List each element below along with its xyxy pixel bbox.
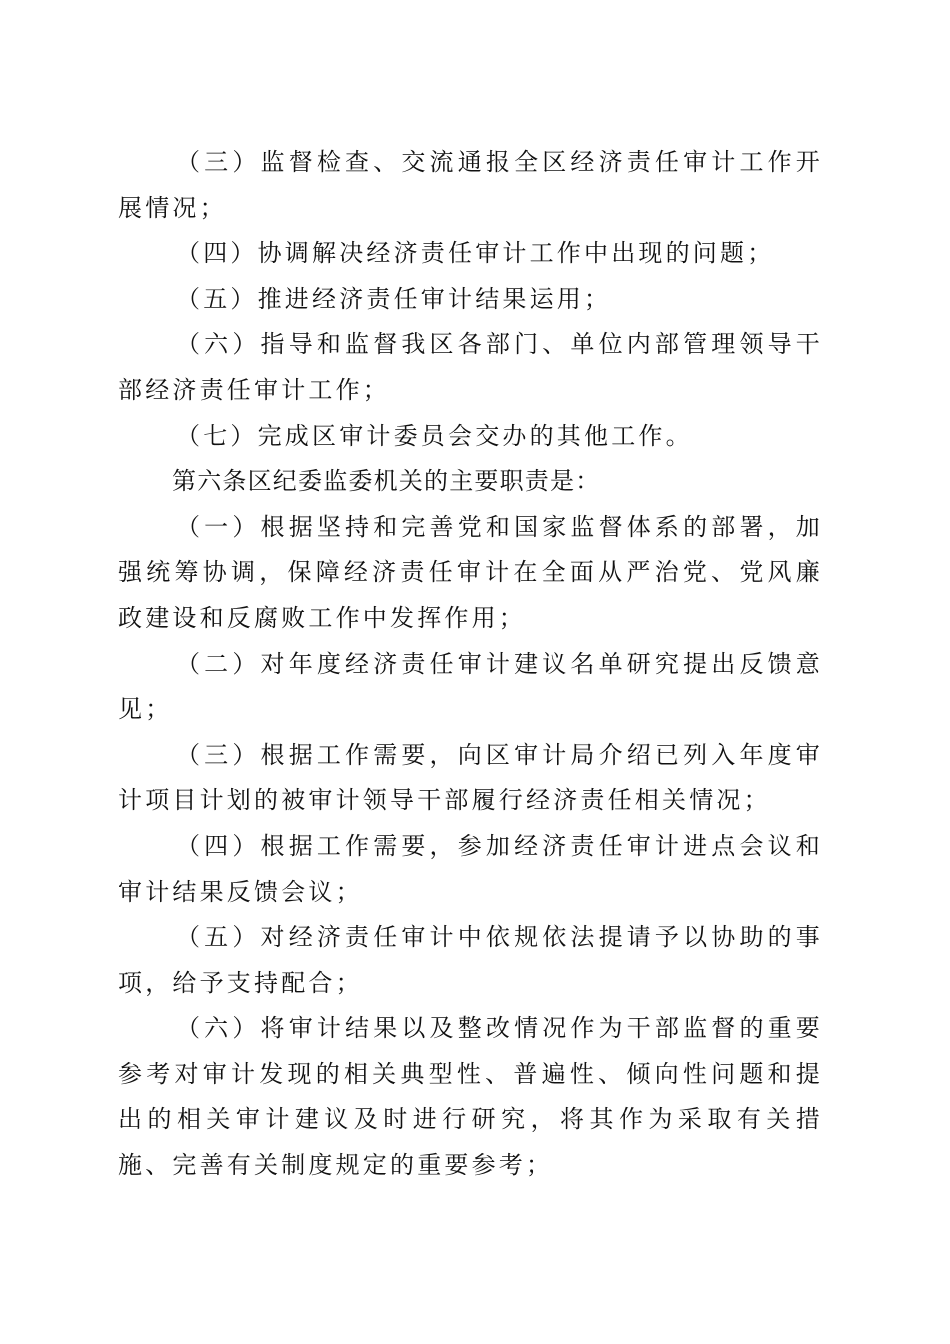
document-body [118,140,823,1189]
paragraph-duty-7: （七）完成区审计委员会交办的其他工作。 [176,421,693,450]
paragraph-duty-3: （三）监督检查、交流通报全区经济责任审计工作开展情况； [118,148,823,222]
paragraph-article6-item-6: （六）将审计结果以及整改情况作为干部监督的重要参考对审计发现的相关典型性、普遍性、倾向性问题和提出的相关审计建议及时进行研究，将其作为采取有关措施、完善有关制度规定的重要参考； [118,1014,823,1180]
paragraph-article6-item-5: （五）对经济责任审计中依规依法提请予以协助的事项，给予支持配合； [118,923,823,997]
article-6-heading: 第六条区纪委监委机关的主要职责是： [172,467,601,496]
paragraph-duty-6: （六）指导和监督我区各部门、单位内部管理领导干部经济责任审计工作； [118,330,823,404]
paragraph-duty-4: （四）协调解决经济责任审计工作中出现的问题； [176,239,775,268]
paragraph-article6-item-1: （一）根据坚持和完善党和国家监督体系的部署，加强统筹协调，保障经济责任审计在全面从严治党、党风廉政建设和反腐败工作中发挥作用； [118,512,823,632]
paragraph-article6-item-3: （三）根据工作需要，向区审计局介绍已列入年度审计项目计划的被审计领导干部履行经济责任相关情况； [118,740,823,815]
paragraph-article6-item-2: （二）对年度经济责任审计建议名单研究提出反馈意见； [118,649,823,724]
paragraph-article6-item-4: （四）根据工作需要，参加经济责任审计进点会议和审计结果反馈会议； [118,831,823,906]
paragraph-duty-5: （五）推进经济责任审计结果运用； [176,284,612,313]
